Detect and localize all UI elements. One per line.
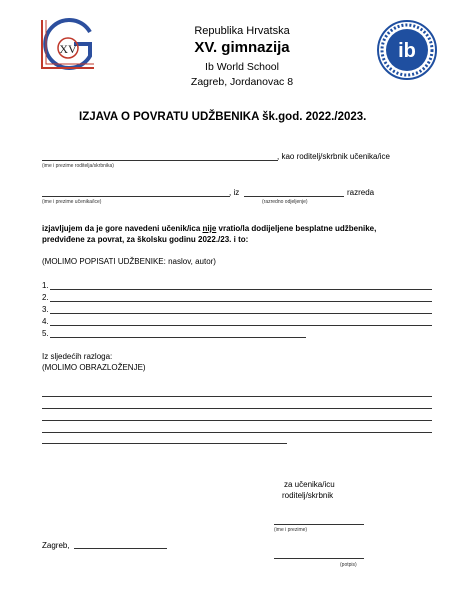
- ib-logo: [376, 19, 438, 81]
- list-number-2: 2.: [42, 293, 49, 302]
- header-address: Zagreb, Jordanovac 8: [190, 76, 294, 88]
- list-number-5: 5.: [42, 329, 49, 338]
- book-line-4[interactable]: [50, 325, 432, 326]
- date-field[interactable]: [74, 548, 167, 549]
- signature-field[interactable]: [274, 558, 364, 559]
- sign-name-field[interactable]: [274, 524, 364, 525]
- sign-caption-signature: (potpis): [340, 562, 357, 568]
- list-instruction: (MOLIMO POPISATI UDŽBENIKE: naslov, autor): [42, 257, 216, 266]
- row1-suffix: , kao roditelj/skrbnik učenika/ice: [277, 152, 390, 161]
- reason-label: Iz sljedećih razloga:: [42, 352, 113, 361]
- class-field[interactable]: [244, 196, 344, 197]
- document-title: IZJAVA O POVRATU UDŽBENIKA šk.god. 2022./2023.: [79, 111, 367, 123]
- list-number-1: 1.: [42, 281, 49, 290]
- statement-part-a: izjavljujem da je gore navedeni učenik/ica: [42, 224, 203, 233]
- sign-line1: za učenika/icu: [284, 480, 335, 489]
- book-line-3[interactable]: [50, 313, 432, 314]
- row2-caption-left: (ime i prezime učenika/ice): [42, 199, 102, 205]
- row1-caption: (ime i prezime roditelja/skrbnika): [42, 163, 114, 169]
- reason-line-5[interactable]: [42, 443, 287, 444]
- reason-line-4[interactable]: [42, 432, 432, 433]
- statement-line2: predviđene za povrat, za školsku godinu 2022./23. i to:: [42, 235, 249, 244]
- statement-nije: nije: [202, 224, 217, 233]
- statement-line1: [42, 224, 376, 233]
- reason-line-2[interactable]: [42, 408, 432, 409]
- book-line-1[interactable]: [50, 289, 432, 290]
- logo-xv-text: XV: [59, 42, 77, 56]
- sign-caption-name: (ime i prezime): [274, 527, 308, 533]
- header-country: Republika Hrvatska: [194, 25, 290, 37]
- book-line-2[interactable]: [50, 301, 432, 302]
- header-school: XV. gimnazija: [194, 39, 290, 56]
- ib-logo-text: ib: [398, 40, 416, 62]
- row2-iz: , iz: [229, 188, 240, 197]
- school-logo: [38, 14, 98, 74]
- student-name-field[interactable]: [42, 196, 230, 197]
- row2-razreda: razreda: [347, 188, 375, 197]
- parent-name-field[interactable]: [42, 160, 278, 161]
- reason-instruction: (MOLIMO OBRAZLOŽENJE): [42, 363, 146, 372]
- row2-caption-right: (razredno odjeljenje): [262, 199, 308, 205]
- reason-line-1[interactable]: [42, 396, 432, 397]
- list-number-3: 3.: [42, 305, 49, 314]
- list-number-4: 4.: [42, 317, 49, 326]
- header-program: Ib World School: [205, 61, 279, 73]
- sign-line2: roditelj/skrbnik: [282, 491, 334, 500]
- reason-line-3[interactable]: [42, 420, 432, 421]
- place-label: Zagreb,: [42, 541, 70, 550]
- statement-part-b: vratio/la dodijeljene besplatne udžbenike,: [216, 224, 377, 233]
- book-line-5[interactable]: [50, 337, 306, 338]
